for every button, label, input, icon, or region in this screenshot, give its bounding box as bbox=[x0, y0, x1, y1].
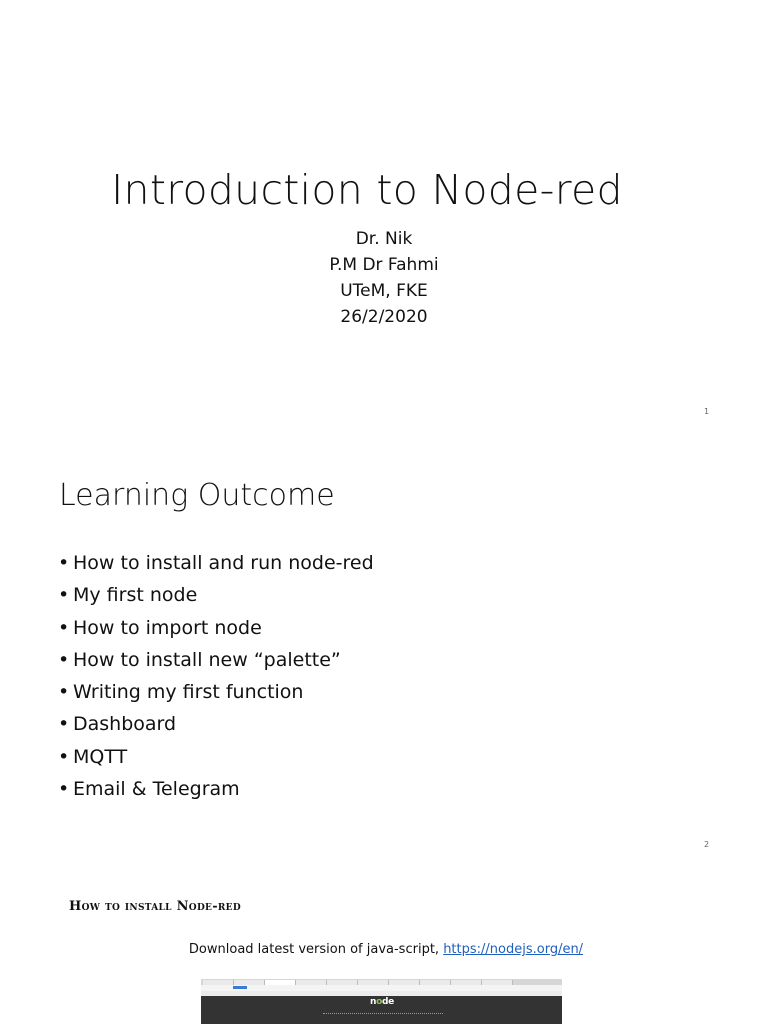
learning-outcome-slide bbox=[0, 432, 768, 864]
nodejs-logo: node bbox=[370, 997, 394, 1007]
author-line: Dr. Nik bbox=[355, 229, 413, 249]
page-number: 1 bbox=[704, 407, 710, 416]
nodejs-site-menu bbox=[323, 1013, 443, 1016]
author-line: P.M Dr Fahmi bbox=[329, 255, 439, 275]
nodejs-link[interactable]: https://nodejs.org/en/ bbox=[443, 942, 584, 957]
install-slide bbox=[0, 864, 768, 1024]
browser-url-highlight bbox=[233, 986, 247, 989]
list-item: • MQTT bbox=[58, 741, 374, 773]
bullet-icon: • bbox=[58, 552, 70, 574]
list-item: • My first node bbox=[58, 579, 374, 611]
list-item: • How to install new “palette” bbox=[58, 644, 374, 676]
outcome-list bbox=[58, 547, 374, 805]
title-slide bbox=[0, 0, 768, 432]
list-item: • How to import node bbox=[58, 612, 374, 644]
list-item: • Email & Telegram bbox=[58, 773, 374, 805]
affiliation-line: UTeM, FKE bbox=[340, 281, 428, 301]
download-instruction: Download latest version of java-script, https://nodejs.org/en/ bbox=[188, 942, 584, 957]
author-block bbox=[0, 226, 768, 330]
bullet-icon: • bbox=[58, 616, 70, 639]
browser-screenshot-thumbnail bbox=[201, 979, 562, 1024]
bullet-icon: • bbox=[58, 584, 70, 607]
bullet-icon: • bbox=[58, 713, 70, 736]
list-item: • Writing my first function bbox=[58, 676, 374, 708]
bullet-icon: • bbox=[58, 648, 70, 671]
bullet-icon: • bbox=[58, 778, 70, 801]
list-item: • How to install and run node-red bbox=[58, 547, 374, 579]
date-line: 26/2/2020 bbox=[340, 307, 428, 327]
bullet-icon: • bbox=[58, 745, 70, 768]
page-number: 2 bbox=[704, 840, 710, 849]
slide-title: Learning Outcome bbox=[59, 478, 335, 513]
slide-title: How to install Node-red bbox=[69, 899, 241, 914]
list-item: • Dashboard bbox=[58, 708, 374, 740]
presentation-title: Introduction to Node-red bbox=[111, 166, 623, 214]
bullet-icon: • bbox=[58, 681, 70, 704]
